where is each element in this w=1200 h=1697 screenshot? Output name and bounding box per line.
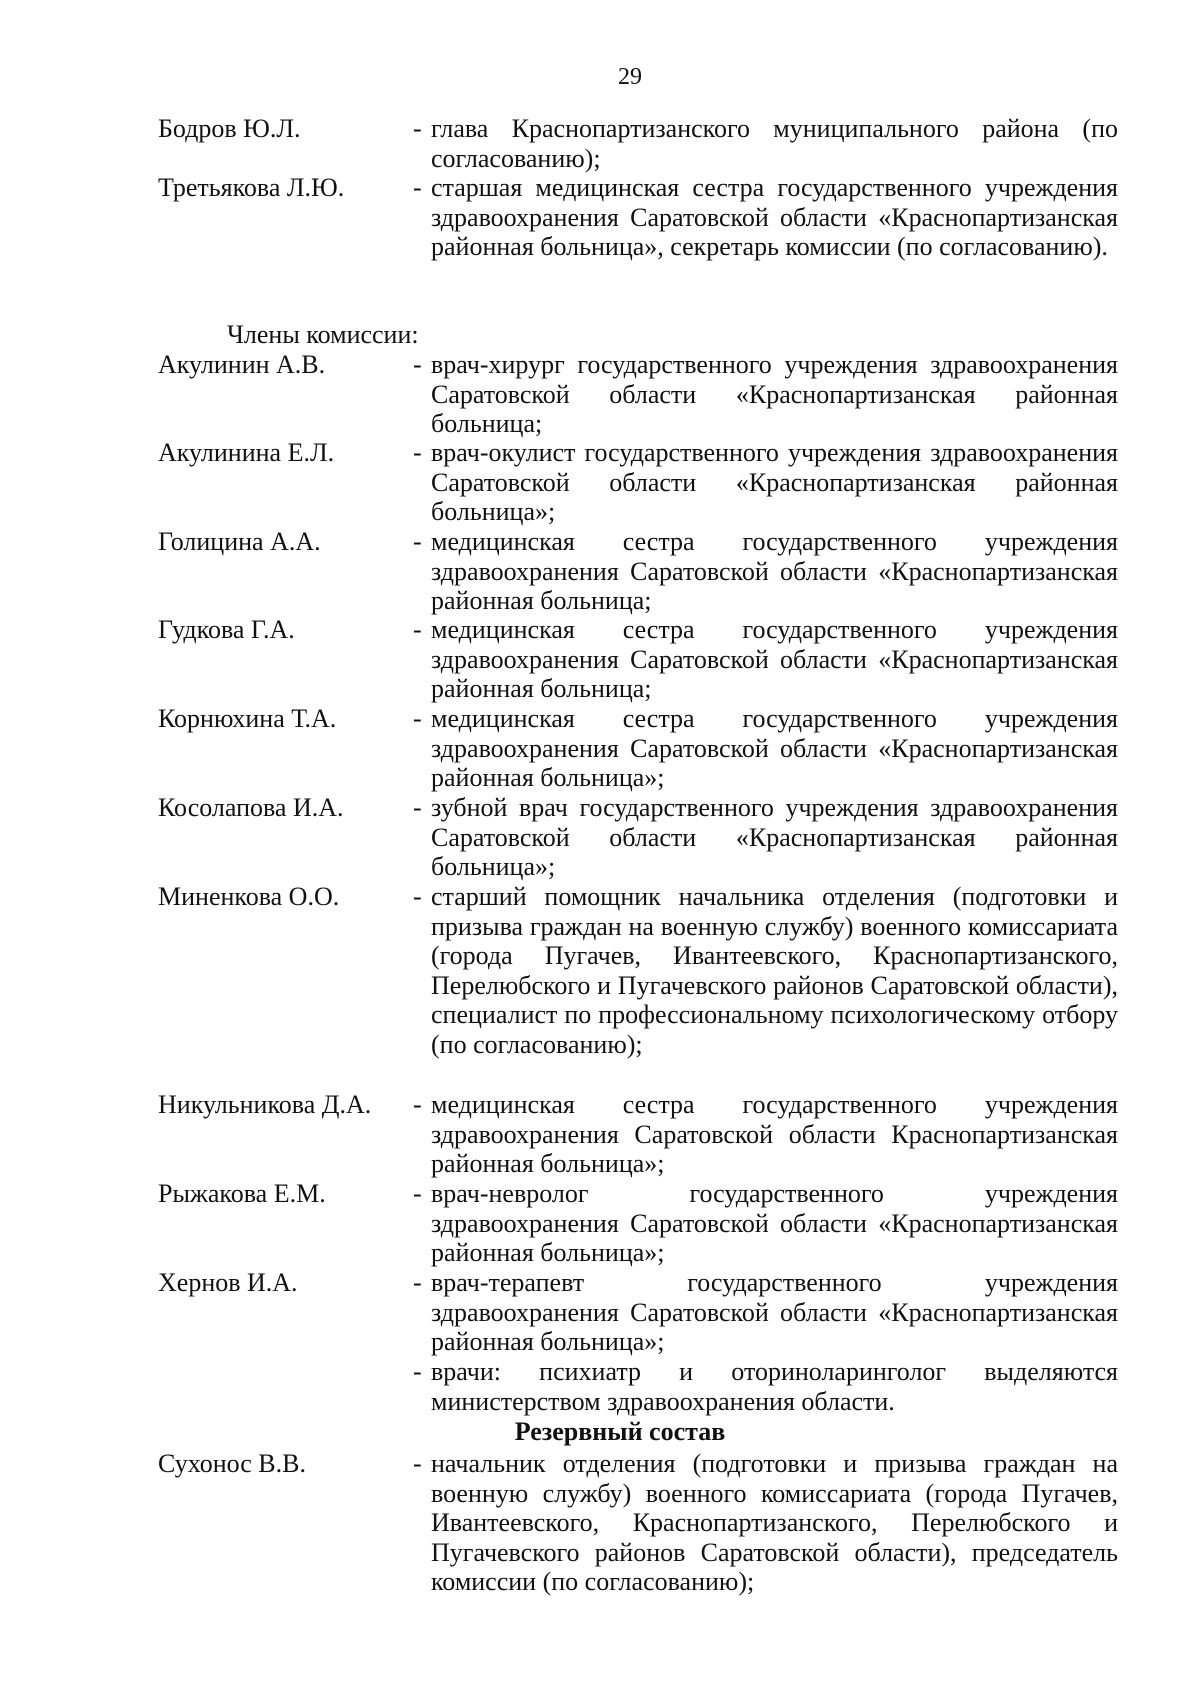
- member-description: врач-окулист государственного учреждения здравоохранения Саратовской области «Краснопартизанская районная больница»;: [431, 438, 1118, 526]
- dash: -: [413, 793, 422, 822]
- member-name: Хернов И.А.: [158, 1268, 298, 1297]
- dash: -: [413, 173, 422, 202]
- dash: -: [413, 882, 422, 911]
- member-description: врач-хирург государственного учреждения здравоохранения Саратовской области «Краснопартизанская районная больница;: [431, 350, 1118, 438]
- dash: -: [413, 1357, 422, 1386]
- member-description: медицинская сестра государственного учреждения здравоохранения Саратовской области «Краснопартизанская районная больница»;: [431, 704, 1118, 792]
- member-description: врач-невролог государственного учреждения здравоохранения Саратовской области «Краснопартизанская районная больница»;: [431, 1179, 1118, 1267]
- member-name: Голицина А.А.: [158, 527, 321, 556]
- member-description: врач-терапевт государственного учреждения здравоохранения Саратовской области «Краснопартизанская районная больница»;: [431, 1268, 1118, 1356]
- member-name: Акулинин А.В.: [158, 350, 326, 379]
- dash: -: [413, 114, 422, 143]
- member-name: Третьякова Л.Ю.: [158, 173, 345, 202]
- member-description: медицинская сестра государственного учреждения здравоохранения Саратовской области «Краснопартизанская районная больница;: [431, 615, 1118, 703]
- member-name: Гудкова Г.А.: [158, 615, 295, 644]
- member-name: Рыжакова Е.М.: [158, 1179, 326, 1208]
- dash: -: [413, 1179, 422, 1208]
- member-description: начальник отделения (подготовки и призыва граждан на военную службу) военного комиссариата (города Пугачев, Ивантеевского, Краснопартизанского, Перелюбского и Пугачевского районов Саратовской области), председатель комиссии (по согласованию);: [431, 1449, 1118, 1596]
- member-name: Бодров Ю.Л.: [158, 114, 301, 143]
- dash: -: [413, 350, 422, 379]
- dash: -: [413, 1268, 422, 1297]
- member-name: Корнюхина Т.А.: [158, 704, 337, 733]
- member-description: старший помощник начальника отделения (подготовки и призыва граждан на военную службу) военного комиссариата (города Пугачев, Ивантеевского, Краснопартизанского, Перелюбского и Пугачевского районов Саратовской области), специалист по профессиональному психологическому отбору (по согласованию);: [431, 882, 1118, 1059]
- member-description: медицинская сестра государственного учреждения здравоохранения Саратовской области Краснопартизанская районная больница»;: [431, 1090, 1118, 1178]
- member-description: зубной врач государственного учреждения здравоохранения Саратовской области «Краснопартизанская районная больница»;: [431, 793, 1118, 881]
- member-name: Никульникова Д.А.: [158, 1090, 372, 1119]
- dash: -: [413, 438, 422, 467]
- member-description: глава Краснопартизанского муниципального района (по согласованию);: [431, 114, 1118, 173]
- member-description: медицинская сестра государственного учреждения здравоохранения Саратовской области «Краснопартизанская районная больница;: [431, 527, 1118, 615]
- dash: -: [413, 615, 422, 644]
- member-name: Косолапова И.А.: [158, 793, 344, 822]
- member-description: врачи: психиатр и оториноларинголог выделяются министерством здравоохранения области.: [431, 1357, 1118, 1416]
- member-name: Сухонос В.В.: [158, 1449, 306, 1478]
- dash: -: [413, 527, 422, 556]
- dash: -: [413, 1449, 422, 1478]
- dash: -: [413, 704, 422, 733]
- member-name: Акулинина Е.Л.: [158, 438, 335, 467]
- member-description: старшая медицинская сестра государственного учреждения здравоохранения Саратовской области «Краснопартизанская районная больница», секретарь комиссии (по согласованию).: [431, 173, 1118, 261]
- members-label: Члены комиссии:: [227, 320, 419, 349]
- reserve-heading: Резервный состав: [514, 1417, 726, 1446]
- dash: -: [413, 1090, 422, 1119]
- member-name: Миненкова О.О.: [158, 882, 340, 911]
- page-number: 29: [618, 64, 642, 90]
